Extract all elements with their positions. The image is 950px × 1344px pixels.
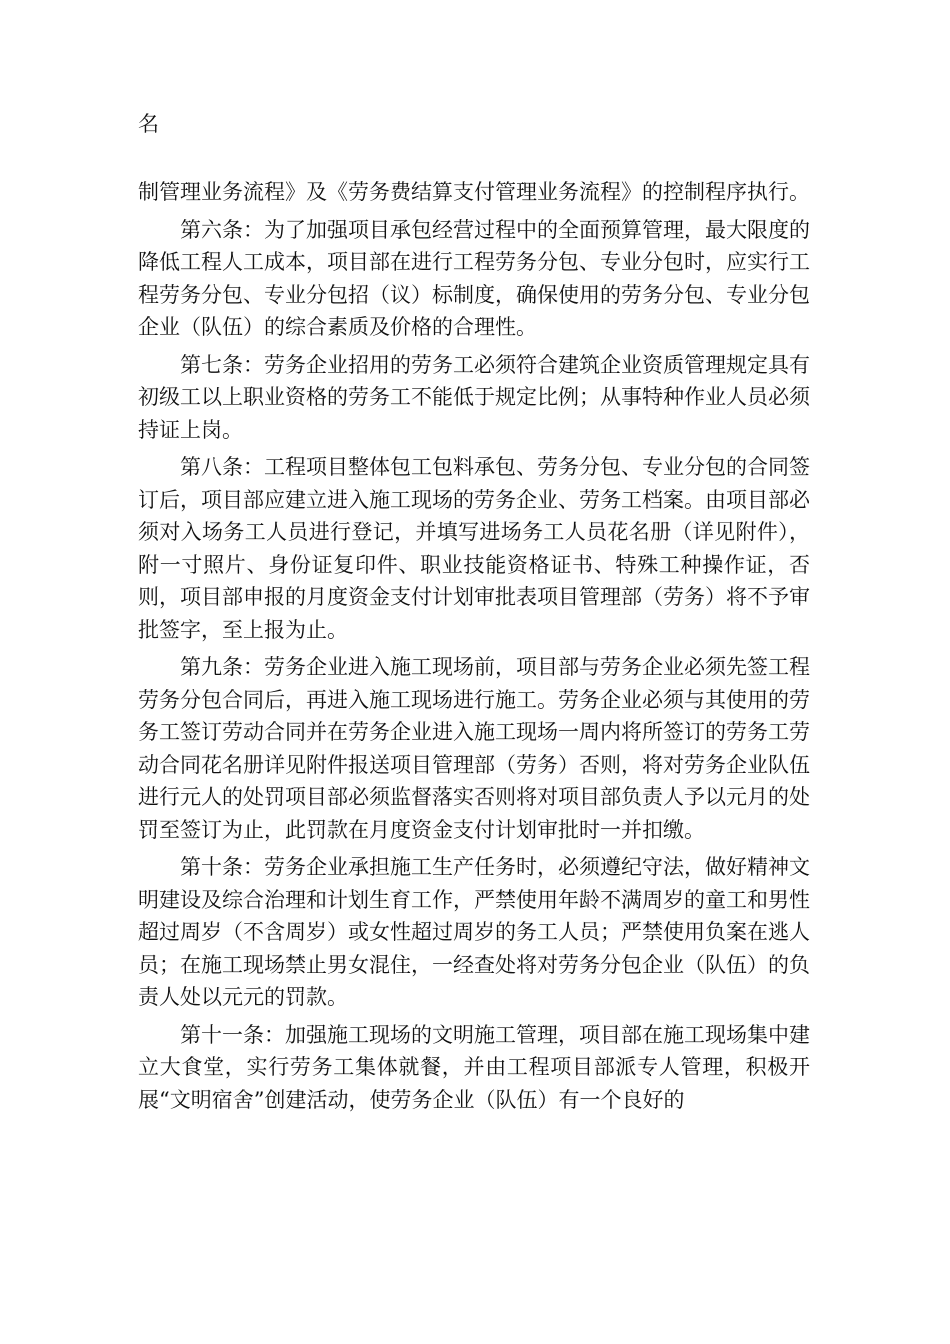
paragraph-continuation: 制管理业务流程》及《劳务费结算支付管理业务流程》的控制程序执行。	[138, 180, 810, 204]
page-top-fragment: 名	[138, 112, 159, 136]
paragraph-article-11: 第十一条：加强施工现场的文明施工管理，项目部在施工现场集中建立大食堂，实行劳务工集体就餐，并由工程项目部派专人管理，积极开展“文明宿舍”创建活动，使劳务企业（队伍）有一个良好的	[138, 1022, 810, 1112]
document-body	[138, 176, 810, 1116]
paragraph-article-10: 第十条：劳务企业承担施工生产任务时，必须遵纪守法，做好精神文明建设及综合治理和计划生育工作，严禁使用年龄不满周岁的童工和男性超过周岁（不含周岁）或女性超过周岁的务工人员；严禁使用负案在逃人员；在施工现场禁止男女混住，一经查处将对劳务分包企业（队伍）的负责人处以元元的罚款。	[138, 855, 810, 1009]
paragraph-article-8: 第八条：工程项目整体包工包料承包、劳务分包、专业分包的合同签订后，项目部应建立进入施工现场的劳务企业、劳务工档案。由项目部必须对入场务工人员进行登记，并填写进场务工人员花名册（详见附件），附一寸照片、身份证复印件、职业技能资格证书、特殊工种操作证，否则，项目部申报的月度资金支付计划审批表项目管理部（劳务）将不予审批签字，至上报为止。	[138, 455, 810, 642]
paragraph-article-9: 第九条：劳务企业进入施工现场前，项目部与劳务企业必须先签工程劳务分包合同后，再进入施工现场进行施工。劳务企业必须与其使用的劳务工签订劳动合同并在劳务企业进入施工现场一周内将所签订的劳务工劳动合同花名册详见附件报送项目管理部（劳务）否则，将对劳务企业队伍进行元人的处罚项目部必须监督落实否则将对项目部负责人予以元月的处罚至签订为止，此罚款在月度资金支付计划审批时一并扣缴。	[138, 655, 810, 842]
paragraph-article-7: 第七条：劳务企业招用的劳务工必须符合建筑企业资质管理规定具有初级工以上职业资格的劳务工不能低于规定比例；从事特种作业人员必须持证上岗。	[138, 352, 810, 442]
paragraph-article-6: 第六条：为了加强项目承包经营过程中的全面预算管理，最大限度的降低工程人工成本，项目部在进行工程劳务分包、专业分包时，应实行工程劳务分包、专业分包招（议）标制度，确保使用的劳务分包、专业分包企业（队伍）的综合素质及价格的合理性。	[138, 217, 810, 339]
